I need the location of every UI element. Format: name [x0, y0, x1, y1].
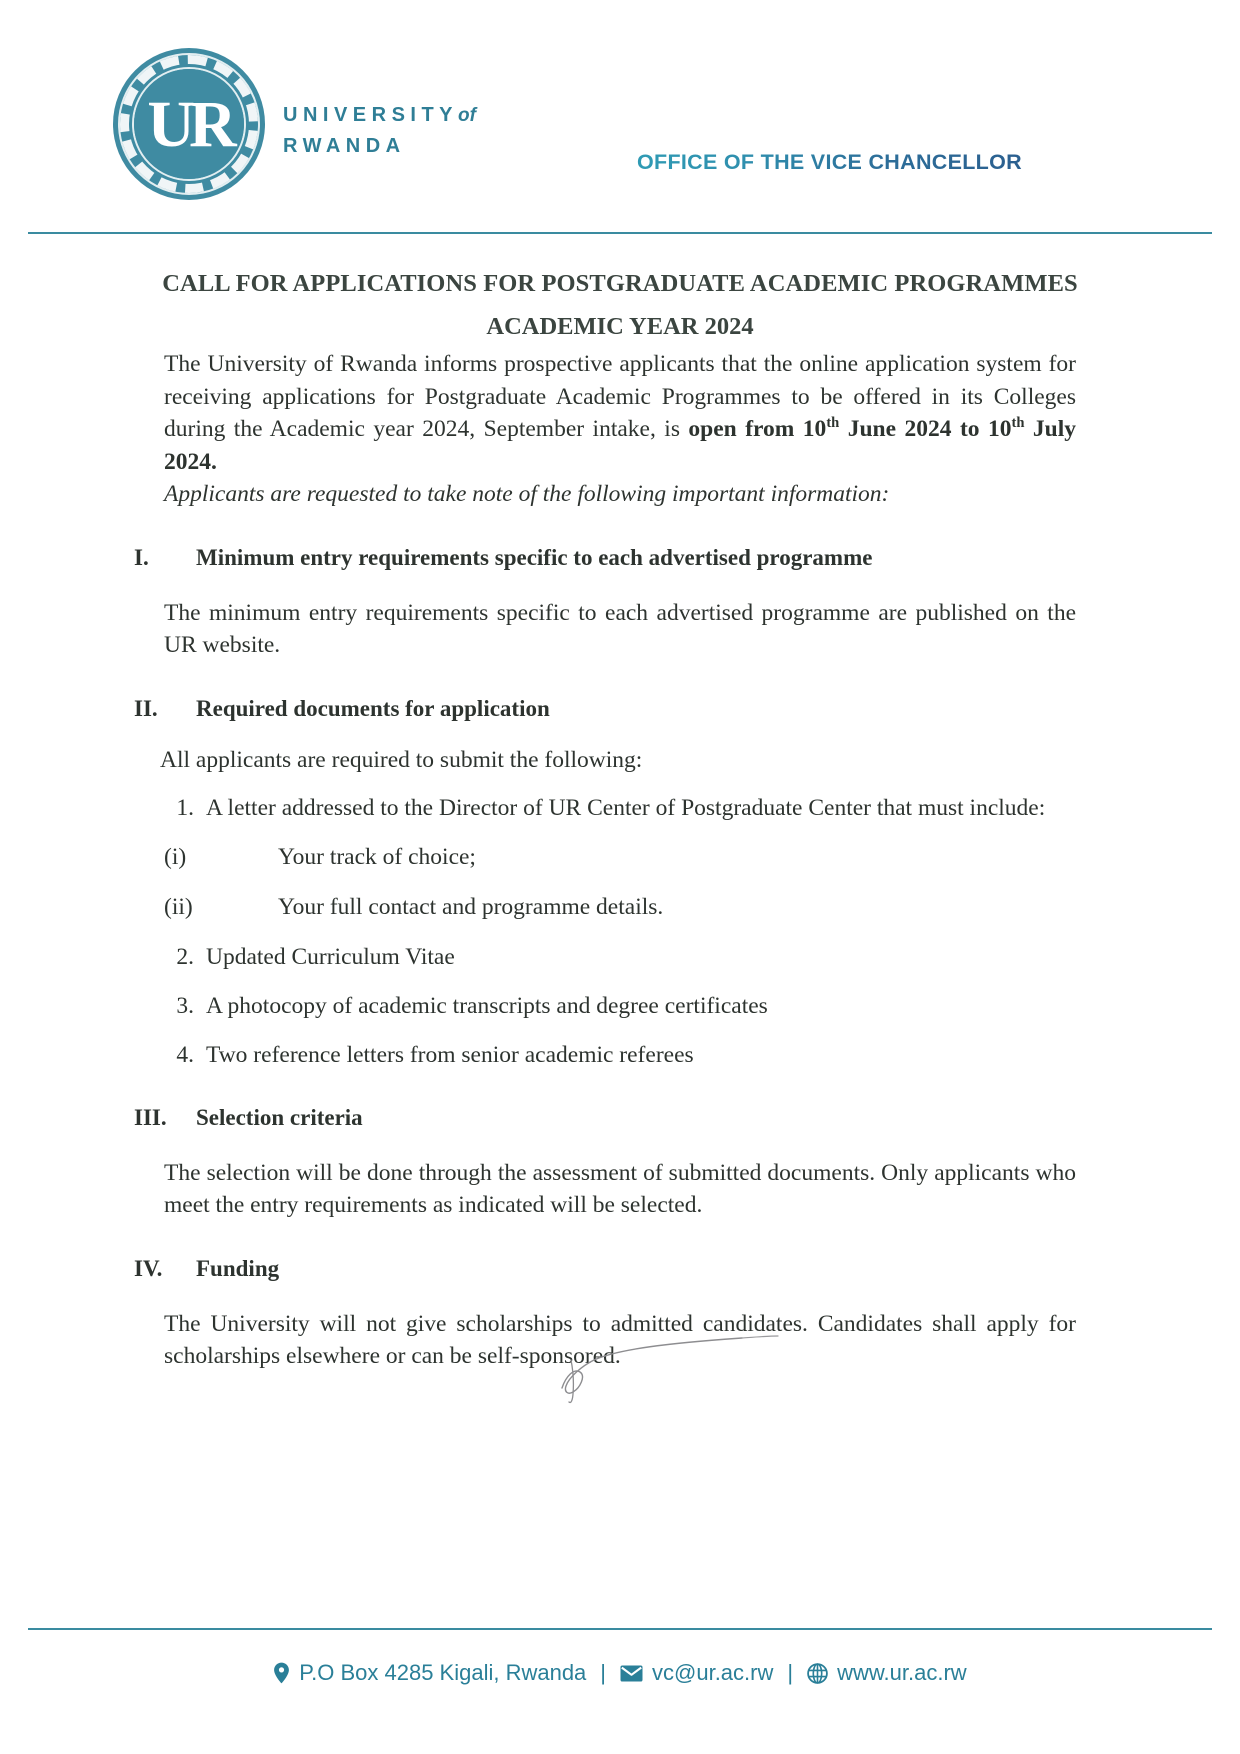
brand-lockup [283, 100, 476, 161]
section-numeral-ii: II. [134, 695, 158, 721]
content-column [134, 348, 1076, 1373]
page-footer [0, 1660, 1240, 1686]
list-marker-3: 3. [176, 992, 194, 1019]
list-text-1: A letter addressed to the Director of UR Center of Postgraduate Center that must include: [206, 794, 1046, 821]
list-text-3: A photocopy of academic transcripts and degree certificates [206, 992, 768, 1019]
logo-inner-disc [134, 69, 244, 179]
list-item [164, 841, 1076, 873]
logo-monogram-ur: UR [147, 88, 231, 161]
letter-contents-sublist [164, 841, 1076, 923]
section-iv-paragraph: The University will not give scholarships to admitted candidates. Candidates shall apply for scholarships elsewhere or can be self-sponsored. [164, 1310, 1076, 1369]
page-subtitle: ACADEMIC YEAR 2024 [486, 313, 754, 340]
footer-divider-rule [28, 1628, 1212, 1630]
section-ii-lead: All applicants are required to submit the following: [160, 746, 643, 773]
intro-text-bold-open: open from 10 [688, 416, 827, 442]
intro-ordinal-suffix-2: th [1011, 415, 1025, 432]
page-title: CALL FOR APPLICATIONS FOR POSTGRADUATE ACADEMIC PROGRAMMES [162, 270, 1078, 297]
list-item [164, 792, 1076, 824]
header-divider-rule [28, 232, 1212, 234]
section-numeral-iii: III. [134, 1104, 167, 1130]
section-title-iv: Funding [196, 1255, 280, 1281]
envelope-icon [620, 1665, 643, 1682]
brand-line-university [283, 100, 476, 131]
footer-website-text: www.ur.ac.rw [837, 1660, 967, 1685]
footer-email-text: vc@ur.ac.rw [652, 1660, 774, 1685]
document-body [0, 262, 1240, 1373]
section-numeral-i: I. [134, 544, 149, 570]
section-title-iii: Selection criteria [196, 1104, 363, 1130]
globe-icon [807, 1663, 828, 1684]
section-title-ii: Required documents for application [196, 695, 550, 721]
list-marker-1: 1. [176, 794, 194, 821]
footer-website[interactable] [807, 1660, 967, 1686]
signature-icon [560, 1330, 800, 1430]
footer-address [273, 1660, 586, 1686]
footer-separator-2: | [787, 1660, 794, 1685]
intro-text-bold-mid: June 2024 to 10 [839, 416, 1012, 442]
section-heading-iv [134, 1256, 1076, 1282]
brand-word-of: of [458, 105, 476, 126]
section-body-iii [164, 1157, 1076, 1222]
intro-text-bold-end: July 2024. [164, 416, 1076, 475]
list-marker-2: 2. [176, 943, 194, 970]
university-logo [113, 48, 265, 200]
section-heading-i [134, 545, 1076, 571]
section-heading-ii [134, 696, 1076, 722]
section-heading-iii [134, 1105, 1076, 1131]
sublist-marker-i: (i) [164, 843, 187, 870]
required-documents-list-part1 [164, 792, 1076, 824]
sublist-marker-ii: (ii) [164, 893, 193, 920]
list-item [164, 891, 1076, 923]
footer-email[interactable] [620, 1660, 773, 1686]
footer-separator-1: | [600, 1660, 607, 1685]
sublist-text-i: Your track of choice; [278, 843, 476, 870]
location-pin-icon [273, 1662, 290, 1684]
page-header [0, 40, 1240, 220]
intro-text-regular: The University of Rwanda informs prospective applicants that the online application system for receiving applications for Postgraduate Academic Programmes to be offered in its Colleges during the Academic year 2024, September intake, is [164, 351, 1076, 442]
section-body-i [164, 597, 1076, 662]
list-item [164, 990, 1076, 1022]
footer-address-text: P.O Box 4285 Kigali, Rwanda [299, 1660, 587, 1685]
section-title-i: Minimum entry requirements specific to each advertised programme [196, 544, 873, 570]
list-item [164, 941, 1076, 973]
brand-word-university: UNIVERSITY [283, 104, 459, 126]
section-iii-paragraph: The selection will be done through the assessment of submitted documents. Only applicants who meet the entry requirements as indicated will be selected. [164, 1159, 1076, 1218]
section-body-ii [160, 744, 1076, 1071]
office-of-vice-chancellor-title: OFFICE OF THE VICE CHANCELLOR [637, 150, 1022, 174]
list-marker-4: 4. [176, 1041, 194, 1068]
intro-ordinal-suffix-1: th [826, 415, 840, 432]
sublist-text-ii: Your full contact and programme details. [278, 893, 664, 920]
intro-paragraph [164, 348, 1076, 478]
list-text-4: Two reference letters from senior academic referees [206, 1041, 694, 1068]
list-item [164, 1039, 1076, 1071]
section-numeral-iv: IV. [134, 1255, 163, 1281]
handwritten-signature [560, 1330, 800, 1430]
list-text-2: Updated Curriculum Vitae [206, 943, 455, 970]
brand-line-rwanda: RWANDA [283, 135, 406, 157]
italic-note: Applicants are requested to take note of the following important information: [164, 481, 890, 507]
required-documents-list-part2 [164, 941, 1076, 1071]
section-i-paragraph: The minimum entry requirements specific to each advertised programme are published on the UR website. [164, 599, 1076, 658]
